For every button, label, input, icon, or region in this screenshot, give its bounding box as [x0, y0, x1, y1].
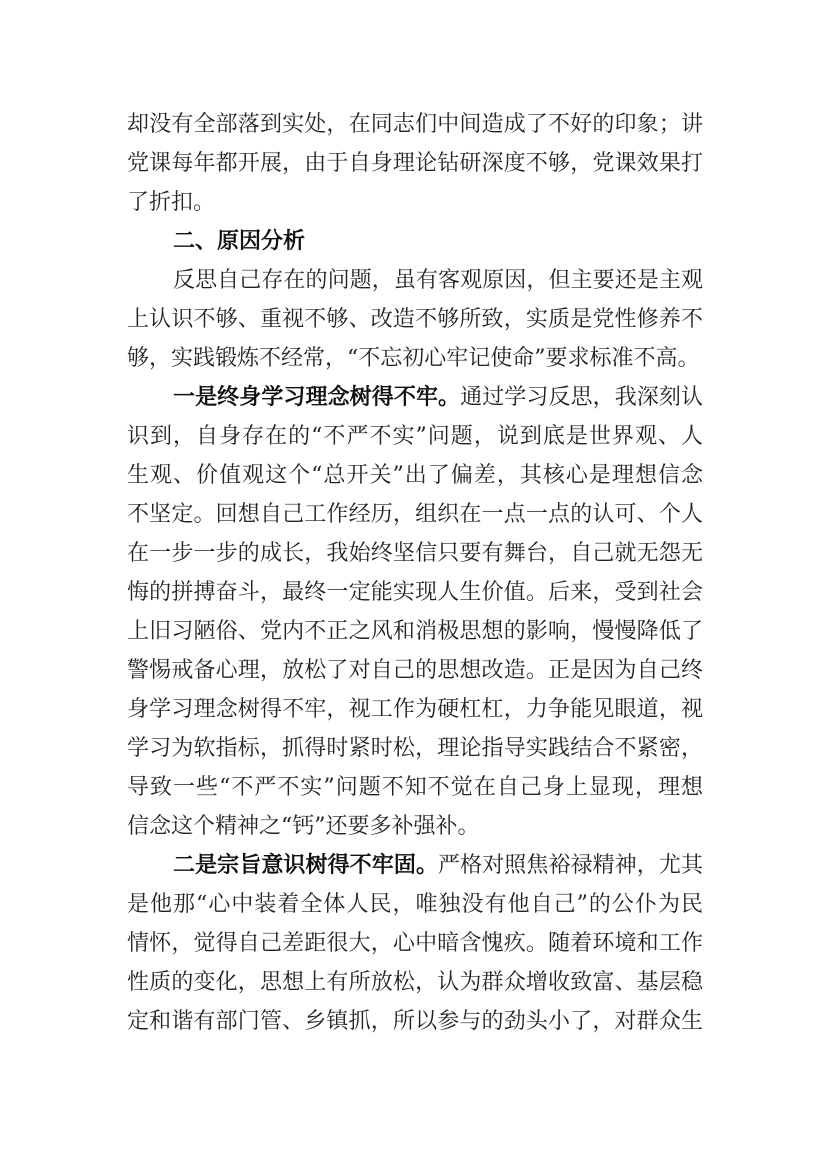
text-line: 定和谐有部门管、乡镇抓，所以参与的劲头小了，对群众生: [127, 1009, 703, 1034]
text-line: 悔的拼搏奋斗，最终一定能实现人生价值。后来，受到社会: [127, 580, 703, 605]
text-span: 严格对照焦裕禄精神，尤其: [438, 853, 703, 878]
text-line: 上旧习陋俗、党内不正之风和消极思想的影响，慢慢降低了: [127, 619, 703, 644]
text-line: 了折扣。: [127, 190, 216, 215]
text-line: [127, 846, 703, 885]
section-heading: 二、原因分析: [173, 229, 306, 254]
text-line: [127, 378, 703, 417]
text-span: 通过学习反思，我深刻认: [460, 385, 703, 410]
text-line: 反思自己存在的问题，虽有客观原因，但主要还是主观: [173, 268, 703, 293]
text-line: 够，实践锻炼不经常，“不忘初心牢记使命”要求标准不高。: [127, 346, 700, 371]
text-line: 识到，自身存在的“不严不实”问题，说到底是世界观、人: [127, 424, 703, 449]
text-line: 导致一些“不严不实”问题不知不觉在自己身上显现，理想: [127, 775, 703, 800]
text-line: 生观、价值观这个“总开关”出了偏差，其核心是理想信念: [127, 463, 703, 488]
text-line: 情怀，觉得自己差距很大，心中暗含愧疚。随着环境和工作: [127, 931, 703, 956]
text-line: 性质的变化，思想上有所放松，认为群众增收致富、基层稳: [127, 970, 703, 995]
text-line: 警惕戒备心理，放松了对自己的思想改造。正是因为自己终: [127, 658, 703, 683]
text-line: 在一步一步的成长，我始终坚信只要有舞台，自己就无怨无: [127, 541, 703, 566]
text-line: 身学习理念树得不牢，视工作为硬杠杠，力争能见眼道，视: [127, 697, 703, 722]
text-line: 不坚定。回想自己工作经历，组织在一点一点的认可、个人: [127, 502, 703, 527]
text-line: 学习为软指标，抓得时紧时松，理论指导实践结合不紧密，: [127, 736, 703, 761]
document-page: [127, 105, 703, 1041]
text-line: 党课每年都开展，由于自身理论钻研深度不够，党课效果打: [127, 151, 703, 176]
text-line: 是他那“心中装着全体人民，唯独没有他自己”的公仆为民: [127, 892, 703, 917]
text-line: 却没有全部落到实处，在同志们中间造成了不好的印象；讲: [127, 112, 703, 137]
text-line: 上认识不够、重视不够、改造不够所致，实质是党性修养不: [127, 307, 703, 332]
paragraph-lead: 二是宗旨意识树得不牢固。: [173, 852, 439, 878]
text-line: 信念这个精神之“钙”还要多补强补。: [127, 814, 480, 839]
paragraph-lead: 一是终身学习理念树得不牢。: [173, 384, 461, 410]
